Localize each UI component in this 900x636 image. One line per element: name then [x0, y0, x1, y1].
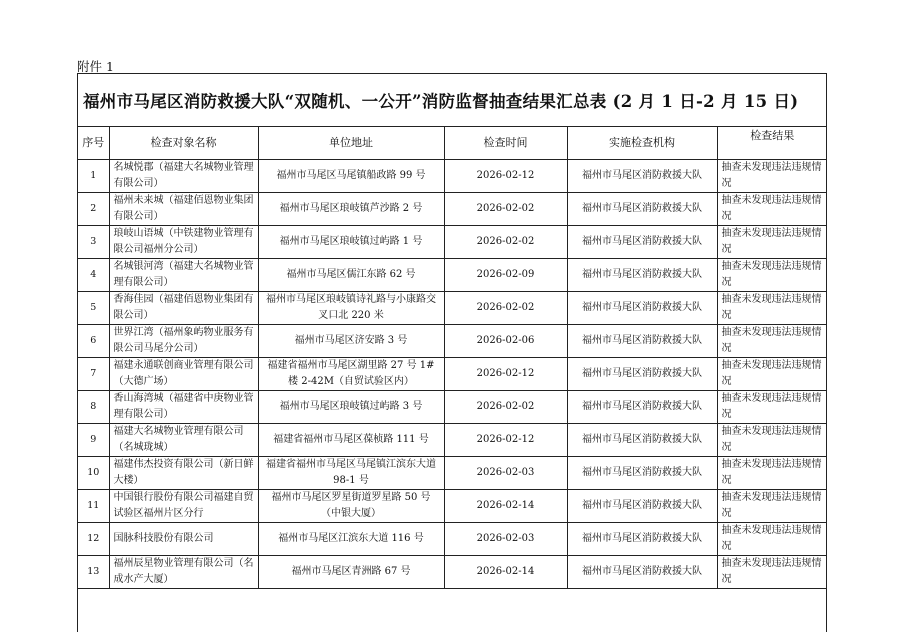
cell-index: 4 [78, 259, 109, 292]
header-date: 检查时间 [444, 127, 567, 160]
table-row [78, 292, 827, 325]
cell-date: 2026-02-09 [444, 259, 567, 292]
table-row [78, 325, 827, 358]
results-table [78, 127, 827, 589]
cell-name: 国脉科技股份有限公司 [109, 523, 258, 556]
cell-agency: 福州市马尾区消防救援大队 [567, 193, 717, 226]
header-name: 检查对象名称 [109, 127, 258, 160]
cell-date: 2026-02-03 [444, 523, 567, 556]
cell-date: 2026-02-02 [444, 391, 567, 424]
cell-agency: 福州市马尾区消防救援大队 [567, 226, 717, 259]
table-row [78, 457, 827, 490]
cell-date: 2026-02-02 [444, 292, 567, 325]
cell-date: 2026-02-02 [444, 193, 567, 226]
cell-agency: 福州市马尾区消防救援大队 [567, 259, 717, 292]
cell-address: 福建省福州市马尾区葆桢路 111 号 [258, 424, 444, 457]
cell-name: 福州未来城（福建佰恩物业集团有限公司） [109, 193, 258, 226]
cell-index: 13 [78, 556, 109, 589]
cell-result: 抽查未发现违法违规情况 [717, 325, 827, 358]
header-address: 单位地址 [258, 127, 444, 160]
cell-address: 福州市马尾区济安路 3 号 [258, 325, 444, 358]
cell-name: 香山海湾城（福建省中庚物业管理有限公司） [109, 391, 258, 424]
cell-index: 6 [78, 325, 109, 358]
header-index: 序号 [78, 127, 109, 160]
cell-result: 抽查未发现违法违规情况 [717, 391, 827, 424]
cell-name: 名城悦郡（福建大名城物业管理有限公司） [109, 160, 258, 193]
cell-index: 9 [78, 424, 109, 457]
cell-result: 抽查未发现违法违规情况 [717, 490, 827, 523]
cell-date: 2026-02-12 [444, 358, 567, 391]
cell-date: 2026-02-03 [444, 457, 567, 490]
cell-result: 抽查未发现违法违规情况 [717, 160, 827, 193]
cell-agency: 福州市马尾区消防救援大队 [567, 490, 717, 523]
cell-address: 福州市马尾区马尾镇船政路 99 号 [258, 160, 444, 193]
cell-name: 中国银行股份有限公司福建自贸试验区福州片区分行 [109, 490, 258, 523]
page-title: 福州市马尾区消防救援大队“双随机、一公开”消防监督抽查结果汇总表 (2 月 1 日-2 月 15 日) [78, 74, 826, 127]
attachment-label: 附件 1 [77, 59, 114, 74]
cell-index: 3 [78, 226, 109, 259]
cell-address: 福州市马尾区琅岐镇诗礼路与小康路交叉口北 220 米 [258, 292, 444, 325]
cell-address: 福建省福州市马尾区湖里路 27 号 1# 楼 2-42M（自贸试验区内） [258, 358, 444, 391]
table-row [78, 424, 827, 457]
cell-address: 福州市马尾区江滨东大道 116 号 [258, 523, 444, 556]
cell-result: 抽查未发现违法违规情况 [717, 424, 827, 457]
table-row [78, 226, 827, 259]
cell-agency: 福州市马尾区消防救援大队 [567, 358, 717, 391]
cell-address: 福州市马尾区罗星街道罗星路 50 号（中银大厦） [258, 490, 444, 523]
cell-date: 2026-02-02 [444, 226, 567, 259]
cell-date: 2026-02-14 [444, 490, 567, 523]
cell-address: 福州市马尾区琅岐镇过屿路 1 号 [258, 226, 444, 259]
cell-index: 11 [78, 490, 109, 523]
cell-index: 5 [78, 292, 109, 325]
results-sheet [77, 73, 827, 632]
cell-date: 2026-02-14 [444, 556, 567, 589]
table-header-row [78, 127, 827, 160]
cell-address: 福州市马尾区琅岐镇过屿路 3 号 [258, 391, 444, 424]
table-row [78, 193, 827, 226]
cell-agency: 福州市马尾区消防救援大队 [567, 523, 717, 556]
cell-name: 名城银河湾（福建大名城物业管理有限公司） [109, 259, 258, 292]
table-row [78, 523, 827, 556]
cell-address: 福州市马尾区儒江东路 62 号 [258, 259, 444, 292]
cell-index: 10 [78, 457, 109, 490]
cell-index: 2 [78, 193, 109, 226]
cell-name: 琅岐山语城（中铁建物业管理有限公司福州分公司） [109, 226, 258, 259]
cell-address: 福建省福州市马尾区马尾镇江滨东大道 98-1 号 [258, 457, 444, 490]
table-row [78, 358, 827, 391]
table-row [78, 490, 827, 523]
table-row [78, 259, 827, 292]
cell-name: 福建伟杰投资有限公司（新日鲜大楼） [109, 457, 258, 490]
cell-index: 7 [78, 358, 109, 391]
cell-name: 福建永通联创商业管理有限公司（大德广场） [109, 358, 258, 391]
cell-date: 2026-02-12 [444, 424, 567, 457]
cell-address: 福州市马尾区青洲路 67 号 [258, 556, 444, 589]
cell-result: 抽查未发现违法违规情况 [717, 358, 827, 391]
cell-index: 12 [78, 523, 109, 556]
cell-result: 抽查未发现违法违规情况 [717, 193, 827, 226]
cell-agency: 福州市马尾区消防救援大队 [567, 556, 717, 589]
cell-result: 抽查未发现违法违规情况 [717, 556, 827, 589]
cell-agency: 福州市马尾区消防救援大队 [567, 424, 717, 457]
cell-result: 抽查未发现违法违规情况 [717, 226, 827, 259]
cell-name: 世界江湾（福州象屿物业服务有限公司马尾分公司） [109, 325, 258, 358]
cell-name: 福建大名城物业管理有限公司（名城珑城） [109, 424, 258, 457]
cell-result: 抽查未发现违法违规情况 [717, 457, 827, 490]
cell-index: 8 [78, 391, 109, 424]
cell-name: 福州辰星物业管理有限公司（名成水产大厦） [109, 556, 258, 589]
cell-result: 抽查未发现违法违规情况 [717, 259, 827, 292]
cell-agency: 福州市马尾区消防救援大队 [567, 391, 717, 424]
cell-index: 1 [78, 160, 109, 193]
cell-address: 福州市马尾区琅岐镇芦沙路 2 号 [258, 193, 444, 226]
cell-name: 香海佳园（福建佰恩物业集团有限公司） [109, 292, 258, 325]
cell-result: 抽查未发现违法违规情况 [717, 523, 827, 556]
header-result: 检查结果 [717, 127, 827, 160]
cell-agency: 福州市马尾区消防救援大队 [567, 325, 717, 358]
cell-result: 抽查未发现违法违规情况 [717, 292, 827, 325]
cell-agency: 福州市马尾区消防救援大队 [567, 292, 717, 325]
table-row [78, 556, 827, 589]
header-agency: 实施检查机构 [567, 127, 717, 160]
table-row [78, 391, 827, 424]
table-row [78, 160, 827, 193]
cell-date: 2026-02-06 [444, 325, 567, 358]
cell-agency: 福州市马尾区消防救援大队 [567, 160, 717, 193]
cell-date: 2026-02-12 [444, 160, 567, 193]
cell-agency: 福州市马尾区消防救援大队 [567, 457, 717, 490]
